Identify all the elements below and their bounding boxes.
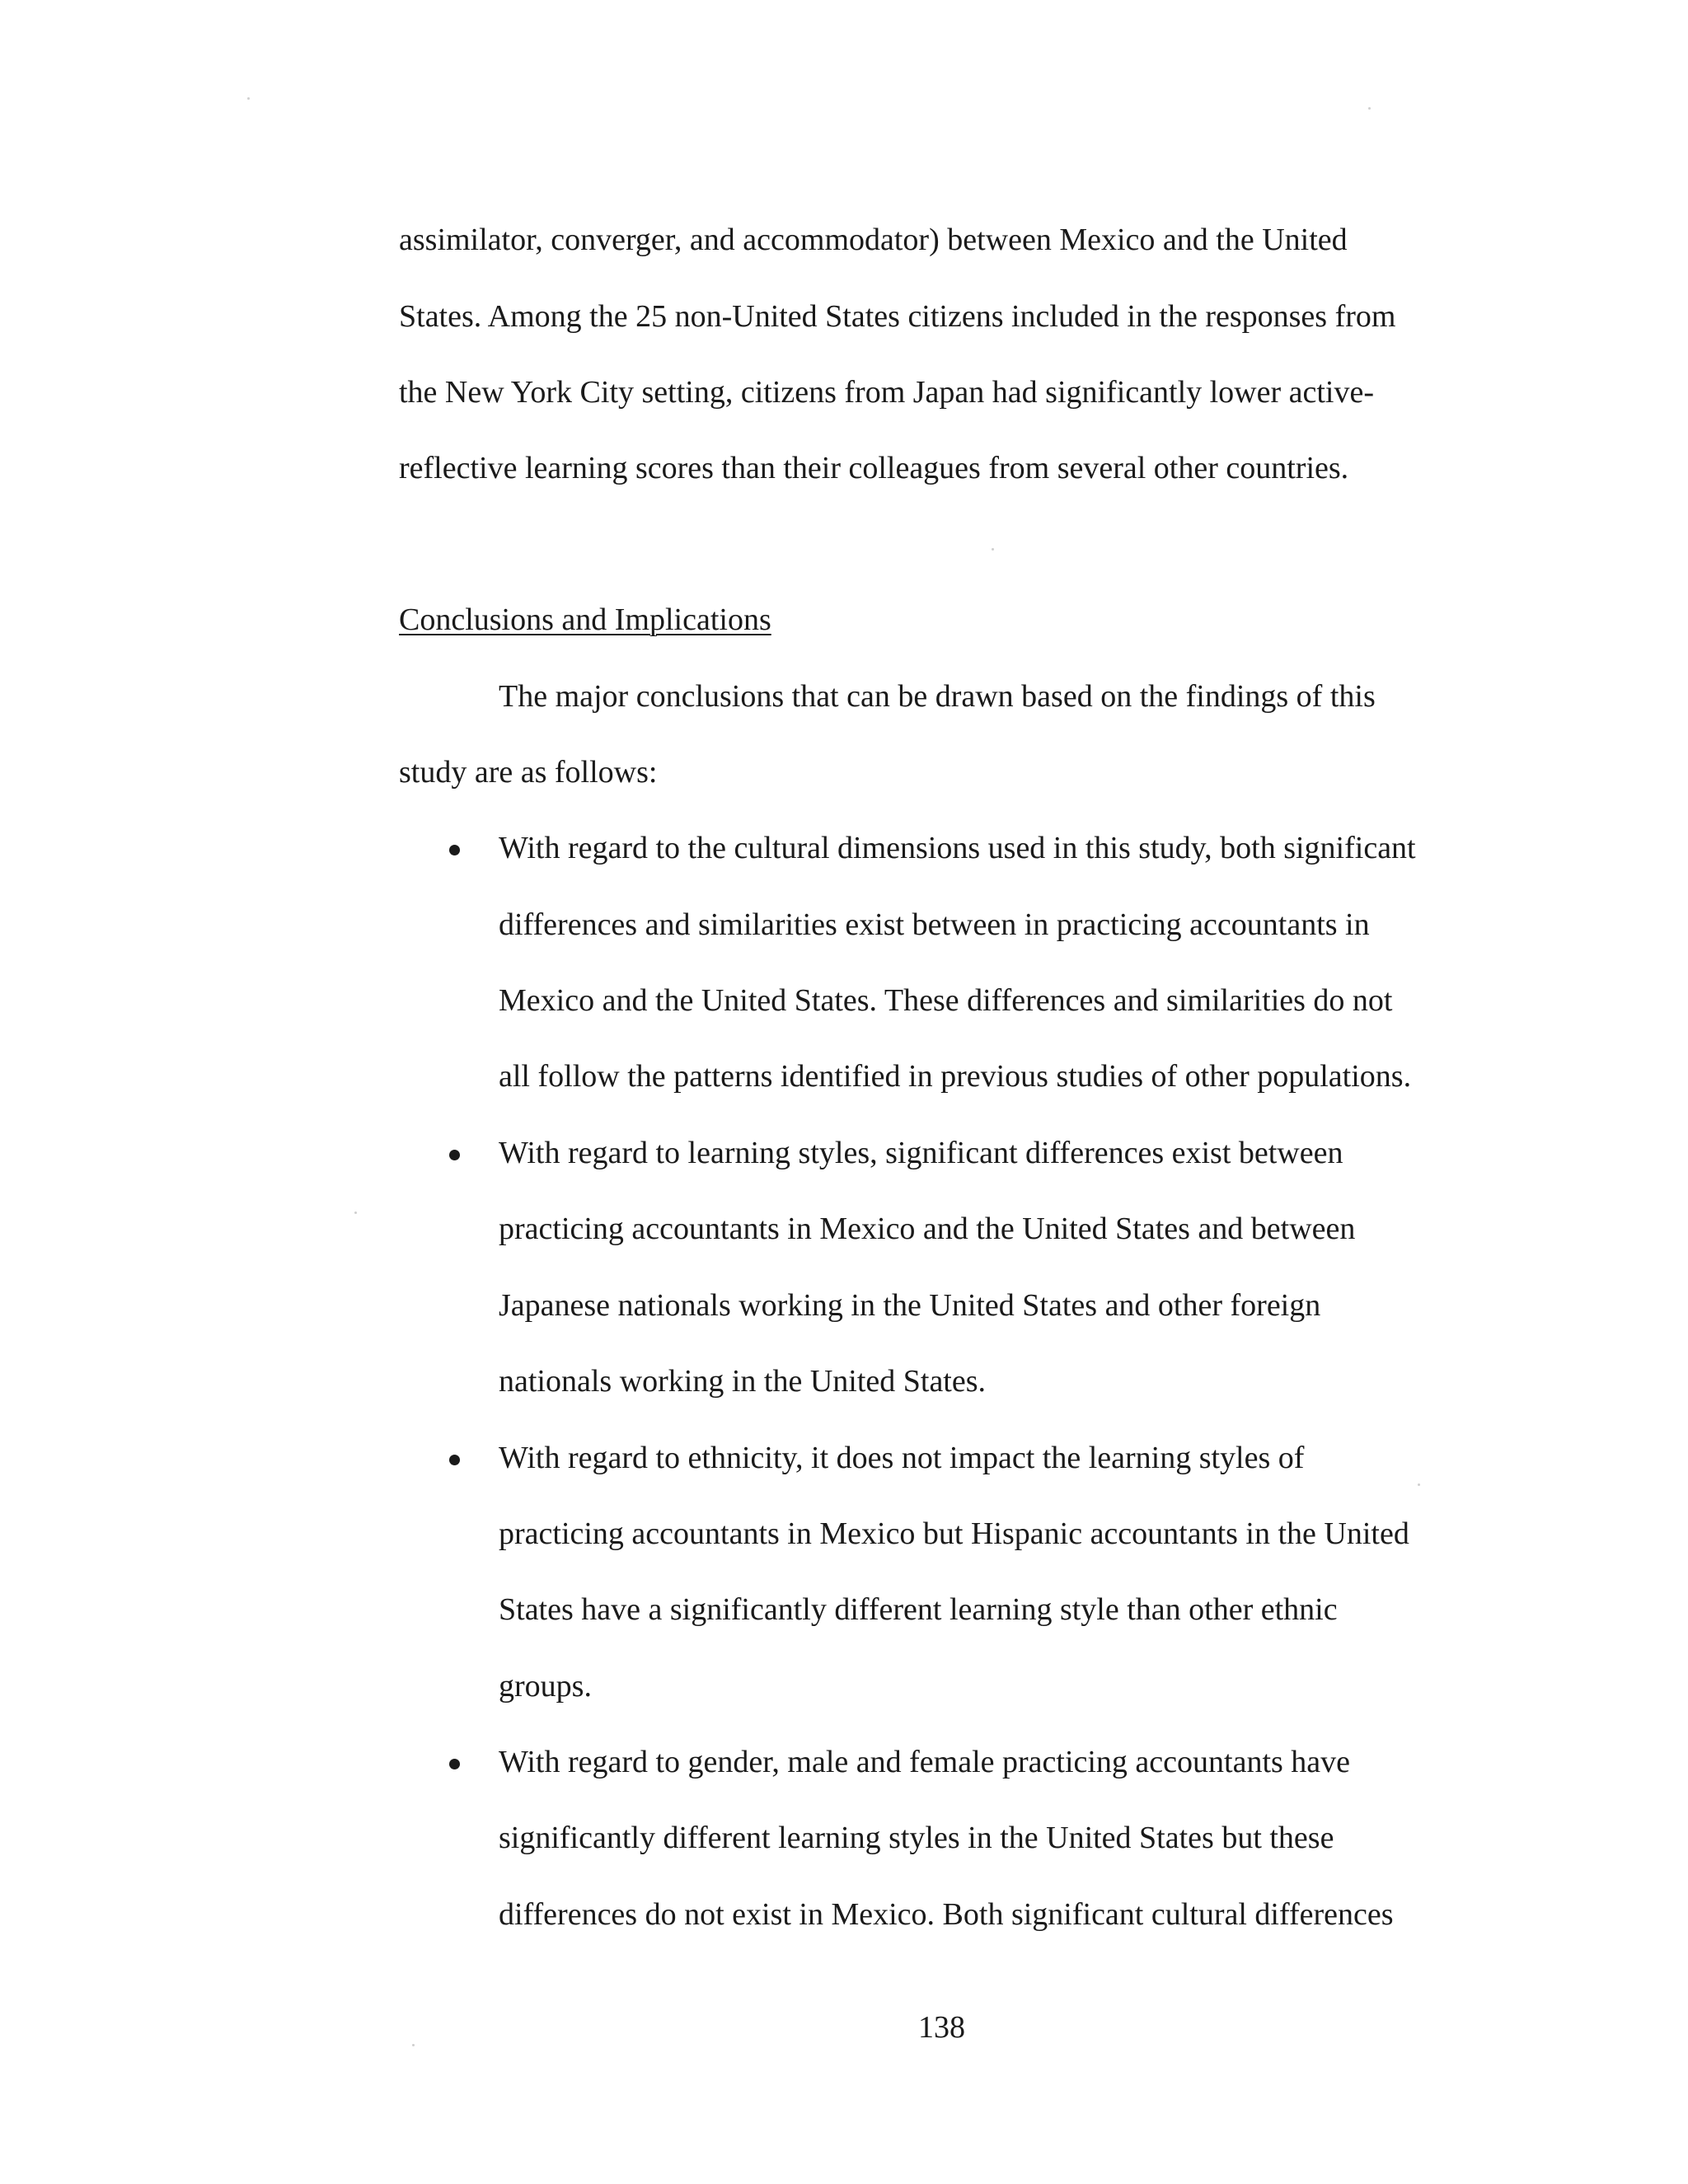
paragraph-line: reflective learning scores than their colleagues from several other countries. xyxy=(399,451,1349,485)
bullet-line: differences and similarities exist between in practicing accountants in xyxy=(499,907,1370,942)
bullet-line: all follow the patterns identified in previous studies of other populations. xyxy=(499,1059,1412,1094)
bullet-line: With regard to ethnicity, it does not impact the learning styles of xyxy=(499,1441,1305,1475)
bullet-line: significantly different learning styles in the United States but these xyxy=(499,1821,1334,1855)
scan-speck xyxy=(247,97,250,100)
scan-speck xyxy=(354,1212,357,1214)
bullet-marker xyxy=(449,845,460,855)
section-heading: Conclusions and Implications xyxy=(399,602,771,637)
bullet-line: Japanese nationals working in the United States and other foreign xyxy=(499,1288,1321,1323)
bullet-line: With regard to learning styles, significant differences exist between xyxy=(499,1136,1343,1170)
bullet-marker xyxy=(449,1759,460,1769)
bullet-line: differences do not exist in Mexico. Both significant cultural differences xyxy=(499,1897,1394,1932)
page-number: 138 xyxy=(918,2010,965,2045)
bullet-line: nationals working in the United States. xyxy=(499,1364,987,1399)
bullet-marker xyxy=(449,1455,460,1465)
bullet-marker xyxy=(449,1150,460,1160)
bullet-line: States have a significantly different learning style than other ethnic xyxy=(499,1592,1338,1627)
scan-speck xyxy=(412,2044,415,2046)
scan-speck xyxy=(1418,1483,1420,1486)
bullet-line: With regard to gender, male and female practicing accountants have xyxy=(499,1745,1351,1779)
paragraph-line: States. Among the 25 non-United States citizens included in the responses from xyxy=(399,299,1396,334)
scan-speck xyxy=(1368,107,1371,110)
bullet-line: Mexico and the United States. These differences and similarities do not xyxy=(499,983,1393,1018)
paragraph-line: the New York City setting, citizens from Japan had significantly lower active- xyxy=(399,375,1375,410)
bullet-line: practicing accountants in Mexico and the United States and between xyxy=(499,1212,1356,1246)
scan-speck xyxy=(992,548,994,551)
intro-line: The major conclusions that can be drawn based on the findings of this xyxy=(499,679,1376,714)
paragraph-line: assimilator, converger, and accommodator) between Mexico and the United xyxy=(399,223,1348,257)
bullet-line: groups. xyxy=(499,1669,592,1704)
intro-line: study are as follows: xyxy=(399,755,658,790)
bullet-line: With regard to the cultural dimensions used in this study, both significant xyxy=(499,831,1416,865)
bullet-line: practicing accountants in Mexico but Hispanic accountants in the United xyxy=(499,1516,1409,1551)
